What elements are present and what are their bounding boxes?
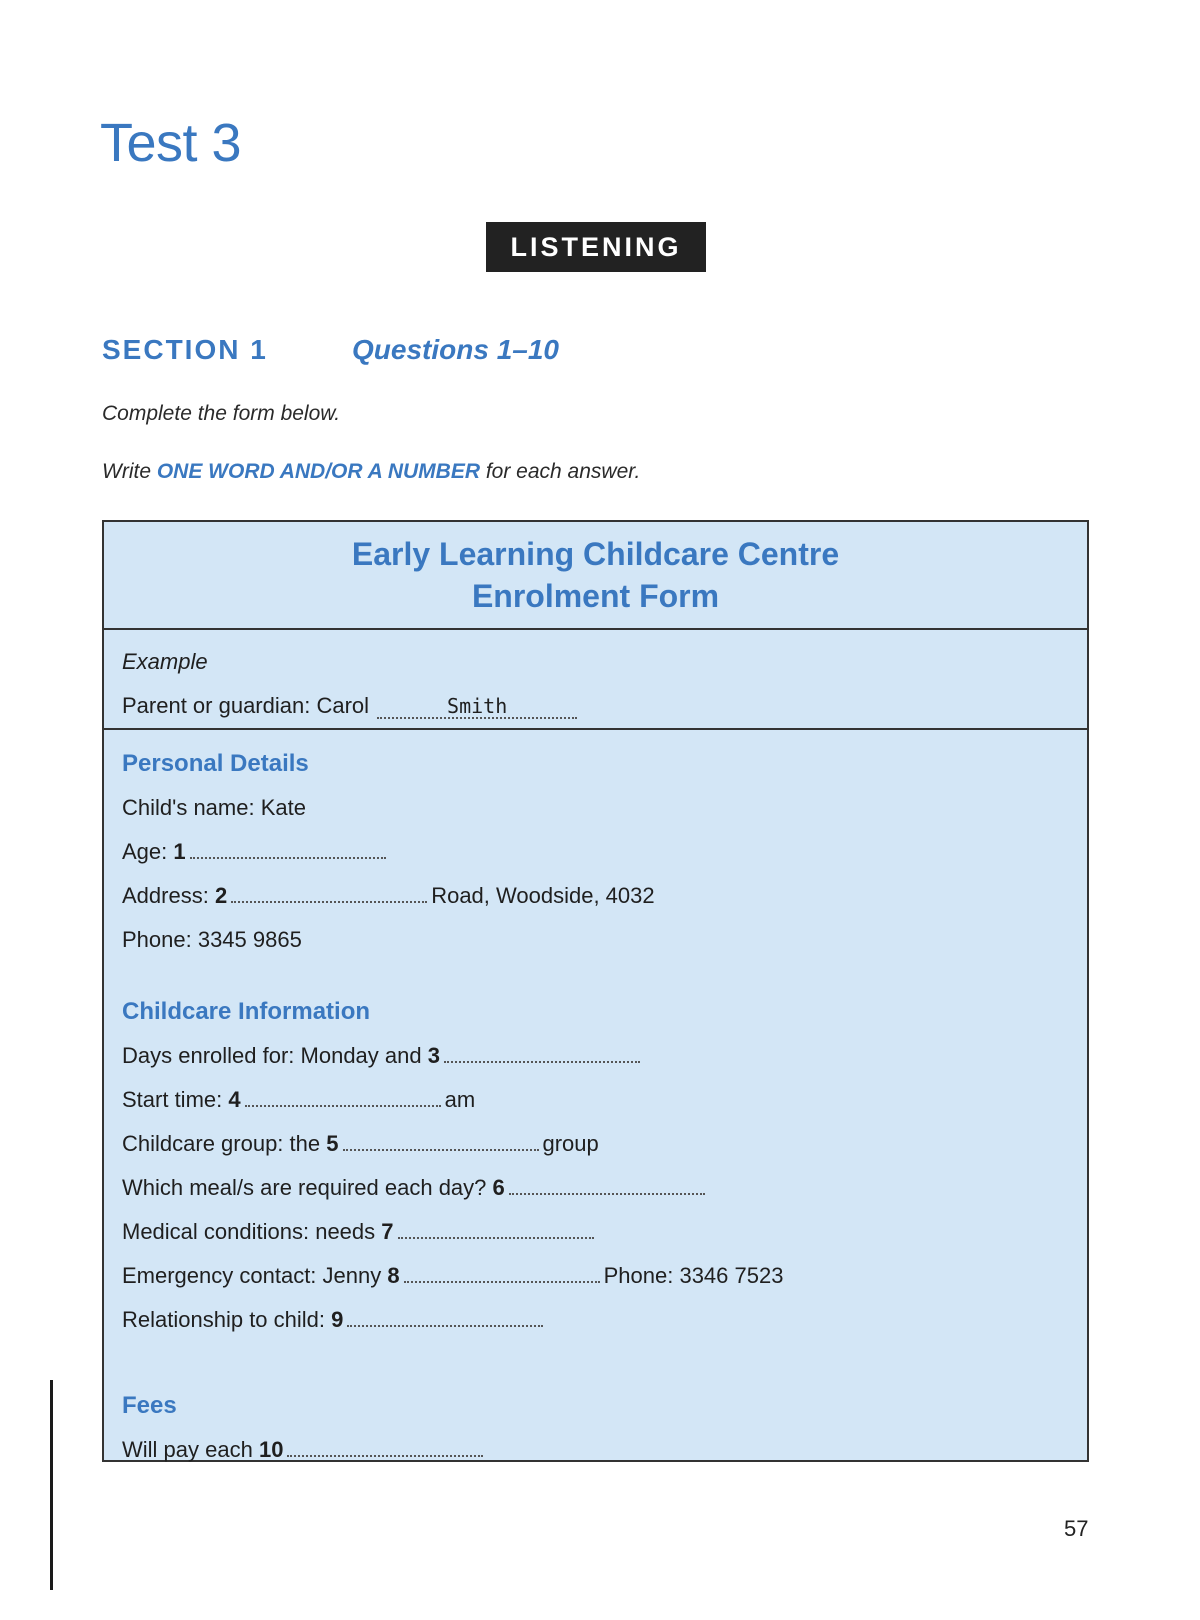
form-title-line-1: Early Learning Childcare Centre bbox=[351, 536, 840, 572]
example-block bbox=[104, 630, 1087, 730]
answer-blank-1[interactable] bbox=[190, 841, 386, 859]
question-number-6: 6 bbox=[492, 1175, 505, 1200]
address-line bbox=[122, 874, 1087, 918]
section-heading bbox=[102, 334, 559, 366]
enrolment-form bbox=[102, 520, 1089, 1462]
answer-blank-9[interactable] bbox=[347, 1309, 543, 1327]
form-title-line-2: Enrolment Form bbox=[471, 578, 720, 614]
pay-line bbox=[122, 1428, 1087, 1472]
example-answer: Smith bbox=[377, 695, 577, 719]
meals-line bbox=[122, 1166, 1087, 1210]
age-line bbox=[122, 830, 1087, 874]
section-label: SECTION 1 bbox=[102, 334, 268, 365]
example-prefix: Parent or guardian: Carol bbox=[122, 693, 370, 718]
emergency-contact-line bbox=[122, 1254, 1087, 1298]
instruction-complete-form: Complete the form below. bbox=[102, 402, 341, 425]
days-line bbox=[122, 1034, 1087, 1078]
question-number-9: 9 bbox=[331, 1307, 344, 1332]
group-label: Childcare group: the bbox=[122, 1131, 321, 1156]
question-number-10: 10 bbox=[258, 1437, 284, 1462]
address-label: Address: bbox=[122, 883, 209, 908]
question-number-4: 4 bbox=[228, 1087, 241, 1112]
instruction-emphasis: ONE WORD AND/OR A NUMBER bbox=[156, 460, 480, 483]
emergency-label: Emergency contact: Jenny bbox=[122, 1263, 382, 1288]
group-suffix: group bbox=[542, 1131, 599, 1156]
start-time-label: Start time: bbox=[122, 1087, 223, 1112]
start-time-suffix: am bbox=[444, 1087, 476, 1112]
instruction-suffix: for each answer. bbox=[485, 460, 641, 483]
example-line bbox=[122, 684, 1087, 728]
address-suffix: Road, Woodside, 4032 bbox=[431, 883, 655, 908]
answer-blank-5[interactable] bbox=[343, 1133, 539, 1151]
medical-label: Medical conditions: needs bbox=[122, 1219, 376, 1244]
question-range: Questions 1–10 bbox=[352, 334, 559, 365]
instruction-prefix: Write bbox=[102, 460, 151, 483]
meals-label: Which meal/s are required each day? bbox=[122, 1175, 487, 1200]
question-number-2: 2 bbox=[214, 883, 228, 908]
spacer bbox=[122, 1342, 1087, 1384]
question-number-5: 5 bbox=[326, 1131, 339, 1156]
example-label: Example bbox=[122, 649, 208, 674]
answer-blank-6[interactable] bbox=[509, 1177, 705, 1195]
answer-blank-2[interactable] bbox=[231, 885, 427, 903]
child-name-line: Child's name: Kate bbox=[122, 795, 306, 820]
binding-line bbox=[50, 1380, 53, 1590]
question-number-7: 7 bbox=[381, 1219, 394, 1244]
answer-blank-4[interactable] bbox=[245, 1089, 441, 1107]
childcare-information-heading: Childcare Information bbox=[122, 998, 371, 1025]
spacer bbox=[122, 962, 1087, 990]
emergency-phone: Phone: 3346 7523 bbox=[603, 1263, 784, 1288]
relationship-label: Relationship to child: bbox=[122, 1307, 326, 1332]
days-label: Days enrolled for: Monday and bbox=[122, 1043, 422, 1068]
page-number: 57 bbox=[1064, 1516, 1089, 1541]
medical-line bbox=[122, 1210, 1087, 1254]
page-title: Test 3 bbox=[100, 113, 242, 173]
phone-line: Phone: 3345 9865 bbox=[122, 927, 302, 952]
answer-blank-8[interactable] bbox=[404, 1265, 600, 1283]
question-number-3: 3 bbox=[427, 1043, 440, 1068]
answer-blank-10[interactable] bbox=[287, 1439, 483, 1457]
fees-heading: Fees bbox=[122, 1392, 177, 1419]
personal-details-heading: Personal Details bbox=[122, 750, 309, 777]
pay-label: Will pay each bbox=[122, 1437, 253, 1462]
relationship-line bbox=[122, 1298, 1087, 1342]
form-header bbox=[104, 522, 1087, 630]
answer-blank-7[interactable] bbox=[398, 1221, 594, 1239]
form-body bbox=[104, 730, 1087, 1472]
question-number-1: 1 bbox=[173, 839, 186, 864]
group-line bbox=[122, 1122, 1087, 1166]
listening-badge: LISTENING bbox=[486, 222, 706, 272]
start-time-line bbox=[122, 1078, 1087, 1122]
age-label: Age: bbox=[122, 839, 168, 864]
answer-blank-3[interactable] bbox=[444, 1045, 640, 1063]
instruction-word-limit bbox=[102, 460, 640, 484]
question-number-8: 8 bbox=[387, 1263, 400, 1288]
